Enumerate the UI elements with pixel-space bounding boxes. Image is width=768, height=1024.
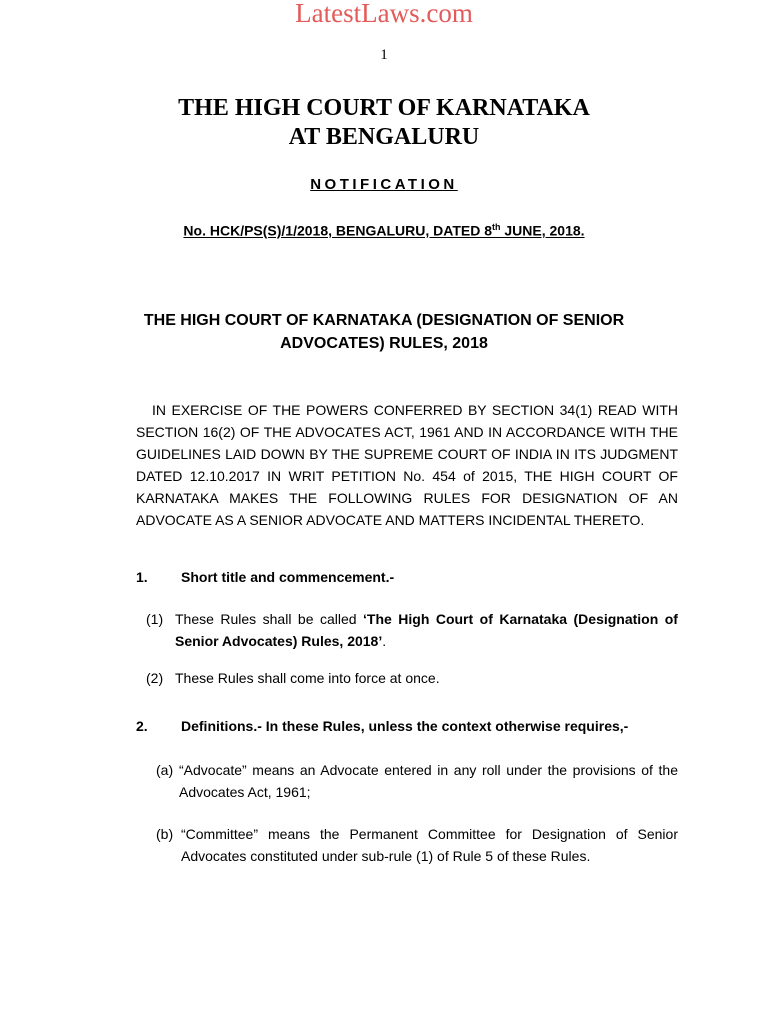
notification-number: [0, 222, 768, 239]
court-title-line1: THE HIGH COURT OF KARNATAKA: [178, 95, 590, 121]
rules-title-line2: ADVOCATES) RULES, 2018: [280, 335, 488, 352]
section-2-item-a: [156, 759, 678, 803]
section-2-heading: [136, 718, 628, 734]
section-1-item-2: [146, 667, 678, 689]
item-text-prefix: These Rules shall be called: [175, 611, 364, 627]
notification-number-prefix: No. HCK/PS(S)/1/2018, BENGALURU, DATED 8: [183, 222, 492, 239]
rules-title-line1: THE HIGH COURT OF KARNATAKA (DESIGNATION OF SENIOR: [143, 312, 625, 329]
page-number: 1: [380, 47, 388, 63]
item-text-bold: ‘The High Court of Karnataka (Designation of Senior Advocates) Rules, 2018’: [175, 611, 678, 649]
notification-heading: NOTIFICATION: [310, 176, 458, 193]
notification-number-suffix: JUNE, 2018.: [500, 222, 585, 239]
item-text: These Rules shall come into force at once.: [175, 670, 440, 686]
notification-number-sup: th: [492, 222, 501, 232]
item-mark: (a): [156, 762, 174, 778]
section-1-item-1: [146, 608, 678, 652]
preamble-paragraph: IN EXERCISE OF THE POWERS CONFERRED BY SECTION 34(1) READ WITH SECTION 16(2) OF THE ADVOCATES ACT, 1961 AND IN ACCORDANCE WITH THE GUIDELINES LAID DOWN BY THE SUPREME COURT OF INDIA IN ITS JUDGMENT DATED 12.10.2017 IN WRIT PETITION No. 454 of 2015, THE HIGH COURT OF KARNATAKA MAKES THE FOLLOWING RULES FOR DESIGNATION OF AN ADVOCATE AS A SENIOR ADVOCATE AND MATTERS INCIDENTAL THERETO.: [136, 402, 678, 528]
item-mark: (1): [146, 611, 164, 627]
section-1-title: Short title and commencement.-: [181, 569, 395, 585]
section-1-heading: [136, 569, 394, 585]
item-text: [146, 608, 678, 652]
item-mark: (2): [146, 670, 164, 686]
section-2-number: 2.: [136, 718, 148, 734]
item-text: “Committee” means the Permanent Committee for Designation of Senior Advocates constituted under sub-rule (1) of Rule 5 of these Rules.: [181, 826, 678, 864]
rules-title: [120, 309, 648, 355]
court-title: [0, 94, 768, 152]
section-2-item-b: [156, 823, 678, 867]
section-2-title: Definitions.- In these Rules, unless the context otherwise requires,-: [181, 718, 629, 734]
item-text-suffix: .: [382, 633, 387, 649]
court-title-line2: AT BENGALURU: [288, 124, 480, 150]
watermark: LatestLaws.com: [295, 0, 473, 28]
item-text: “Advocate” means an Advocate entered in any roll under the provisions of the Advocates Act, 1961;: [179, 762, 678, 800]
item-mark: (b): [156, 826, 174, 842]
section-1-number: 1.: [136, 569, 148, 585]
